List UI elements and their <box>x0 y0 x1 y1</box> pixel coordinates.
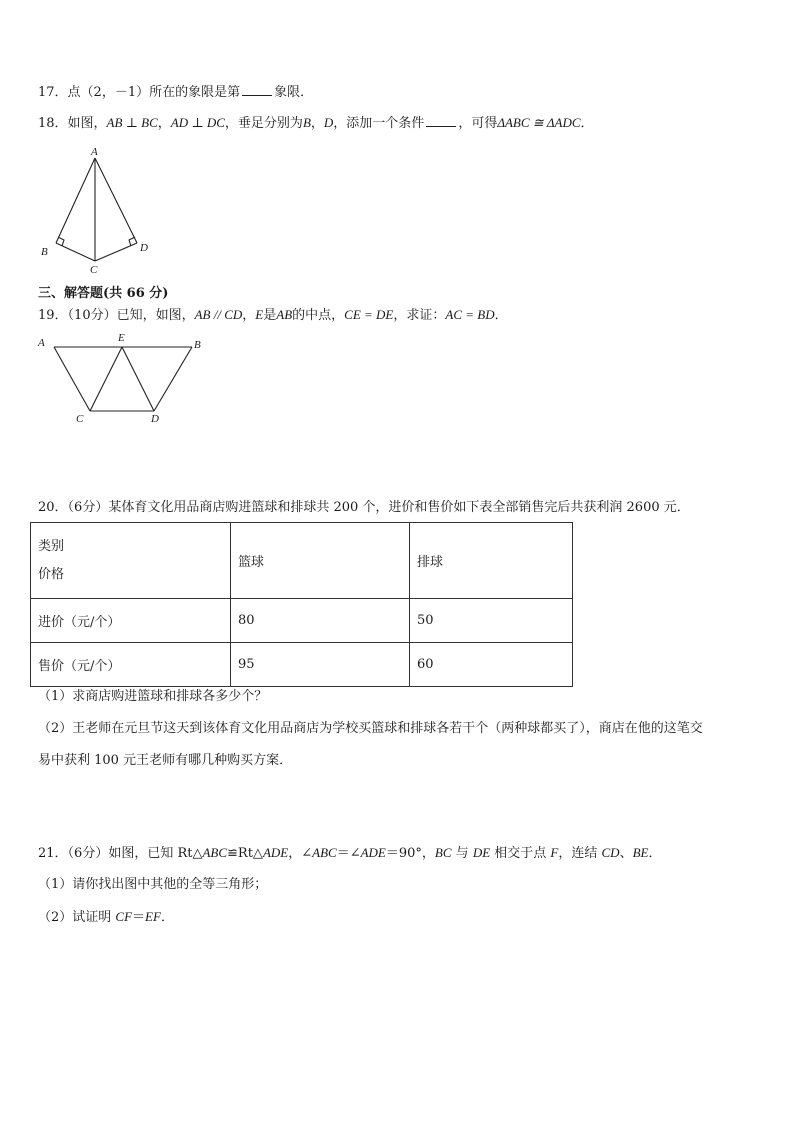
table-header-category: 类别 <box>38 538 65 554</box>
q21-text-equal: ＝∠ <box>336 846 361 861</box>
table-row <box>31 643 573 687</box>
q21-sub2 <box>38 908 174 927</box>
table-cell: 95 <box>231 643 410 687</box>
q18-math-ab-perp-bc: AB ⊥ BC <box>106 115 158 130</box>
q21-sub1: （1）请你找出图中其他的全等三角形； <box>38 877 268 892</box>
question-20: 20．（6分）某体育文化用品商店购进篮球和排球共 200 个，进价和售价如下表全部销售完后共获利润 2600 元． <box>38 500 690 515</box>
q21-sub2-math-cf: CF <box>115 909 133 924</box>
question-19 <box>38 306 508 325</box>
q19-label-b: B <box>194 339 201 351</box>
q18-math-b: B <box>302 115 311 130</box>
q18-text-end: ． <box>580 116 594 131</box>
q21-math-angle-ade: ADE <box>360 845 386 860</box>
question-21 <box>38 844 662 863</box>
q19-text-prove: ，求证： <box>393 308 446 323</box>
q19-label-a: A <box>38 337 45 349</box>
q21-sub2-text: （2）试证明 <box>38 910 116 925</box>
table-row-label: 售价（元/个） <box>31 643 231 687</box>
q19-text-is: 是 <box>263 308 277 323</box>
q20-sub2-line2: 易中获利 100 元王老师有哪几种购买方案． <box>38 753 293 768</box>
q18-label-d: D <box>140 242 148 254</box>
q21-text-end: ． <box>648 846 662 861</box>
table-header-price: 价格 <box>38 566 65 582</box>
q19-math-ac-bd: AC = BD <box>445 307 495 322</box>
q19-sep: ， <box>242 308 256 323</box>
q21-math-cd: CD <box>601 845 620 860</box>
q21-math-f: F <box>550 845 559 860</box>
q18-text-condition: ，添加一个条件 <box>333 116 425 131</box>
q19-figure <box>34 330 214 430</box>
q21-math-be: BE <box>632 845 649 860</box>
q18-answer-blank <box>426 114 456 127</box>
table-header-corner <box>31 523 231 599</box>
q18-label-b: B <box>41 246 48 258</box>
q18-figure <box>36 143 166 278</box>
q21-text-sep: 、 <box>619 846 633 861</box>
q21-text-90: ＝90°， <box>385 846 435 861</box>
q19-label-d: D <box>151 413 159 425</box>
q21-math-de: DE <box>472 845 491 860</box>
q19-math-e: E <box>255 307 264 322</box>
q18-text-intro: 18．如图， <box>38 116 107 131</box>
q19-text-intro: 19．（10分）已知，如图， <box>38 308 195 323</box>
table-cell: 50 <box>410 599 573 643</box>
q19-math-ab: AB <box>276 307 293 322</box>
table-cell: 60 <box>410 643 573 687</box>
q18-math-ad-perp-dc: AD ⊥ DC <box>170 115 225 130</box>
q18-math-d: D <box>323 115 334 130</box>
q20-sub2-line1: （2）王老师在元旦节这天到该体育文化用品商店为学校买篮球和排球各若干个（两种球都买了），商店在他的这笔交 <box>38 721 703 736</box>
q19-text-end: ． <box>494 308 508 323</box>
q19-label-e: E <box>118 332 125 344</box>
q21-math-ade: ADE <box>262 845 289 860</box>
q21-text-connect: ，连结 <box>558 846 602 861</box>
q19-math-ce-de: CE = DE <box>344 307 394 322</box>
table-row-label: 进价（元/个） <box>31 599 231 643</box>
q21-text-intro: 21．（6分）如图，已知 Rt△ <box>38 846 203 861</box>
table-cell: 80 <box>231 599 410 643</box>
q21-sub2-math-ef: EF <box>145 909 161 924</box>
table-row <box>31 599 573 643</box>
q18-sep: ， <box>157 116 171 131</box>
q18-sep2: ， <box>310 116 324 131</box>
q21-math-angle-abc: ABC <box>312 845 337 860</box>
table-header-row <box>31 523 573 599</box>
q21-text-angle: ，∠ <box>288 846 313 861</box>
table-header-volleyball: 排球 <box>410 523 573 599</box>
q17-text: 17．点（2，－1）所在的象限是第 <box>38 85 241 100</box>
q18-text-foot: ，垂足分别为 <box>224 116 303 131</box>
table-header-basketball: 篮球 <box>231 523 410 599</box>
q21-text-congruent: ≌Rt△ <box>227 846 263 861</box>
question-17 <box>38 83 313 102</box>
q18-label-a: A <box>91 146 98 158</box>
q21-sub2-equal: ＝ <box>132 910 146 925</box>
q21-sub2-end: ． <box>160 910 174 925</box>
q19-label-c: C <box>76 413 84 425</box>
q17-text-end: 象限． <box>274 85 314 100</box>
price-table <box>30 522 573 687</box>
q18-math-congruent: ΔABC ≅ ΔADC <box>497 115 581 130</box>
q21-math-abc: ABC <box>202 845 228 860</box>
question-18 <box>38 114 594 133</box>
section-title: 三、解答题(共 66 分) <box>38 286 169 301</box>
q17-answer-blank <box>242 83 272 96</box>
q21-text-intersect: 相交于点 <box>490 846 551 861</box>
q19-text-midpoint: 的中点， <box>292 308 345 323</box>
q21-text-and: 与 <box>451 846 473 861</box>
q18-label-c: C <box>90 264 98 276</box>
q18-text-get: ，可得 <box>458 116 498 131</box>
q20-sub1: （1）求商店购进篮球和排球各多少个？ <box>38 689 268 704</box>
q19-math-parallel: AB // CD <box>194 307 243 322</box>
q21-math-bc: BC <box>434 845 452 860</box>
